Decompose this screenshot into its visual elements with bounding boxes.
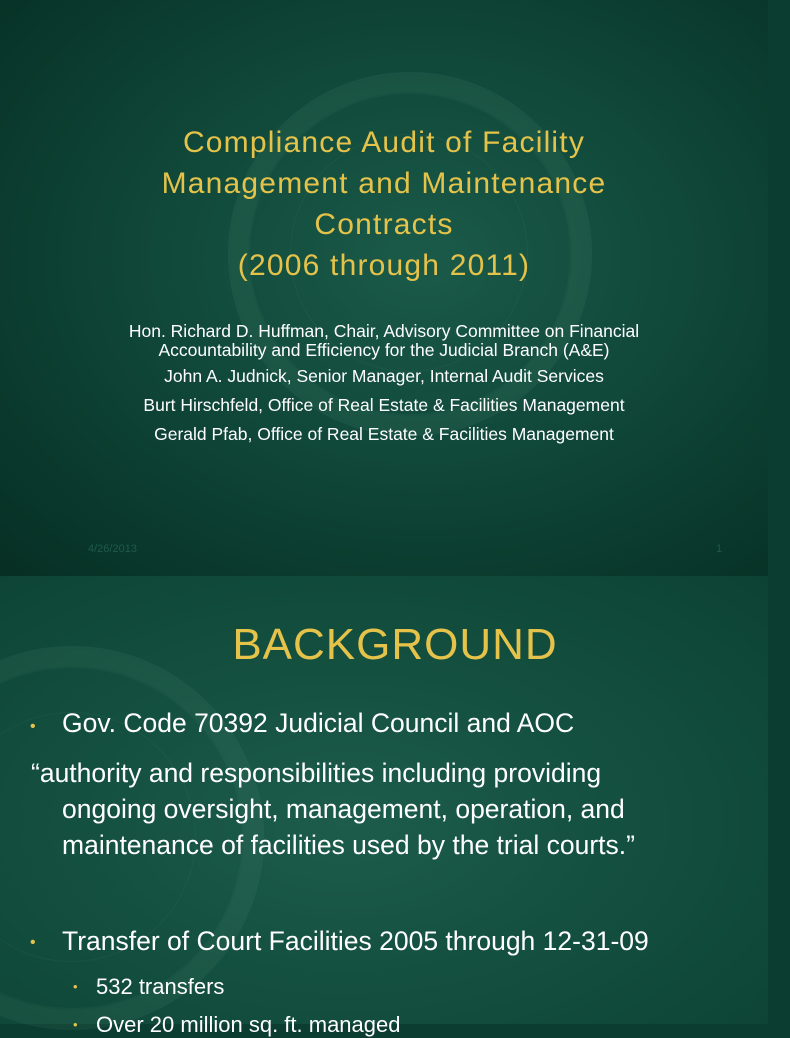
presenter-list	[0, 322, 768, 449]
presenter-3: Burt Hirschfeld, Office of Real Estate & Facilities Management	[143, 395, 625, 415]
slide-number: 1	[716, 543, 723, 555]
background-slide	[0, 576, 768, 1037]
presenter-4: Gerald Pfab, Office of Real Estate & Facilities Management	[154, 424, 614, 444]
presenter-2: John A. Judnick, Senior Manager, Internal Audit Services	[164, 366, 604, 386]
presenter-1-line-2: Accountability and Efficiency for the Judicial Branch (A&E)	[158, 340, 610, 360]
slide-title	[0, 122, 768, 286]
bullet-gov-code: Gov. Code 70392 Judicial Council and AOC	[62, 708, 575, 738]
sub-bullet-marker: •	[73, 1017, 78, 1032]
sub-bullet-square-feet: Over 20 million sq. ft. managed	[96, 1012, 401, 1037]
presenter-1-line-1: Hon. Richard D. Huffman, Chair, Advisory Committee on Financial	[128, 321, 640, 341]
quote-line-3: maintenance of facilities used by the trial courts.”	[62, 830, 635, 860]
quote-line-1: “authority and responsibilities including providing	[31, 758, 602, 788]
title-line-1: Compliance Audit of Facility	[182, 126, 586, 159]
quote-line-2: ongoing oversight, management, operation, and	[62, 794, 625, 824]
title-line-2: Management and Maintenance	[161, 167, 607, 200]
sub-bullet-transfers: 532 transfers	[96, 974, 225, 999]
slide-heading: BACKGROUND	[232, 620, 558, 669]
bullet-marker: •	[30, 934, 36, 951]
title-line-4: (2006 through 2011)	[237, 249, 531, 282]
bullet-marker: •	[30, 718, 36, 735]
slide-date: 4/26/2013	[88, 543, 137, 555]
sub-bullet-marker: •	[73, 979, 78, 994]
title-line-3: Contracts	[314, 208, 454, 241]
bullet-transfer: Transfer of Court Facilities 2005 through 12-31-09	[62, 926, 649, 956]
